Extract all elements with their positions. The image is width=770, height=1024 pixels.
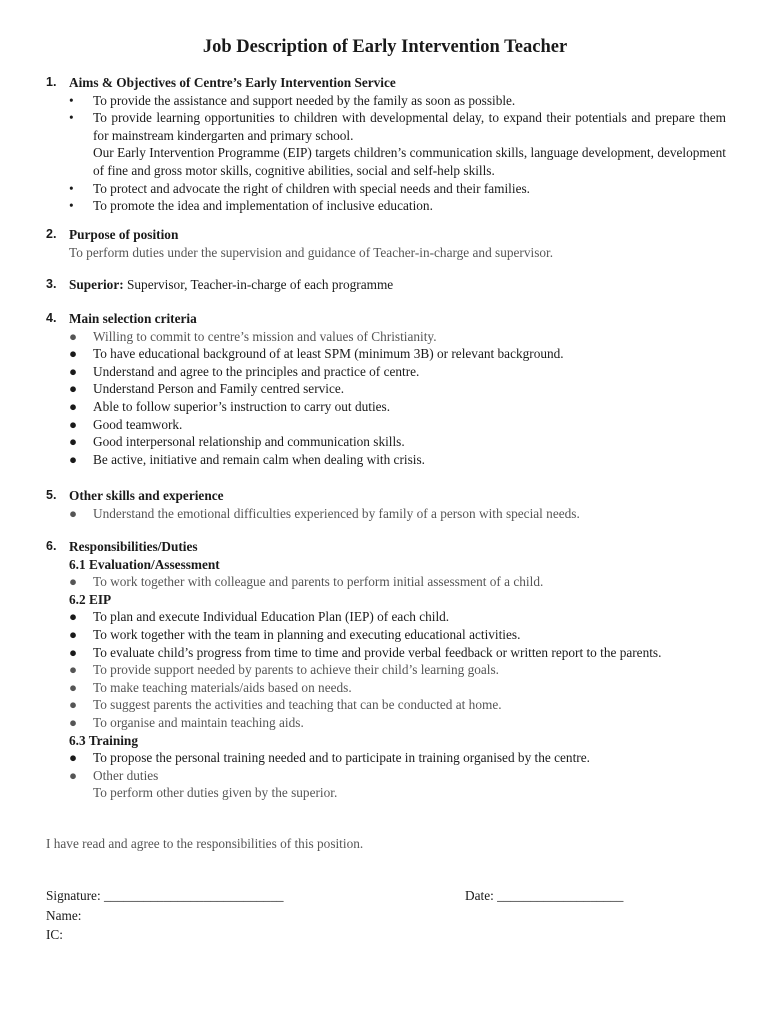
list-item: ● Understand Person and Family centred service. <box>69 381 345 397</box>
list-item: ● To suggest parents the activities and teaching that can be conducted at home. <box>69 697 502 713</box>
list-item: • To provide the assistance and support needed by the family as soon as possible. <box>69 92 516 108</box>
criteria-list <box>46 328 726 469</box>
eip-list <box>46 608 726 731</box>
subsection-heading: 6.3 Training <box>69 732 138 748</box>
section-responsibilities <box>46 538 726 802</box>
list-item: ● To make teaching materials/aids based on needs. <box>69 679 352 695</box>
subsection-heading: 6.2 EIP <box>69 591 112 607</box>
list-item: ● To work together with the team in planning and executing educational activities. <box>69 626 521 642</box>
section-purpose <box>46 226 726 261</box>
training-list <box>46 749 726 802</box>
section-selection-criteria <box>46 310 726 468</box>
section-aims <box>46 74 726 215</box>
list-item: • To protect and advocate the right of children with special needs and their families. <box>69 180 530 196</box>
subsection-heading: 6.1 Evaluation/Assessment <box>69 556 220 572</box>
section-text: Supervisor, Teacher-in-charge of each programme <box>127 277 394 292</box>
list-item: ● To evaluate child’s progress from time to time and provide verbal feedback or written report to the parents. <box>69 644 662 660</box>
ic-field: IC: <box>46 927 63 942</box>
list-item: ● To organise and maintain teaching aids. <box>69 714 304 730</box>
date-field: Date: ___________________ <box>465 888 624 903</box>
section-superior <box>46 276 726 294</box>
page-title: Job Description of Early Intervention Teacher <box>202 37 568 57</box>
list-item: ● To have educational background of at least SPM (minimum 3B) or relevant background. <box>69 346 564 362</box>
list-item: ● To work together with colleague and parents to perform initial assessment of a child. <box>69 574 544 590</box>
list-item: ● Able to follow superior’s instruction to carry out duties. <box>69 398 391 414</box>
list-item: ● Other duties <box>69 767 159 783</box>
section-heading: Other skills and experience <box>69 488 224 503</box>
section-heading: Aims & Objectives of Centre’s Early Intervention Service <box>69 75 396 90</box>
section-number: 1. <box>46 75 57 89</box>
list-item: • To provide learning opportunities to children with developmental delay, to expand their potentials and prepare them for mainstream kindergarten and primary school. <box>69 110 726 143</box>
list-item: ● Good interpersonal relationship and communication skills. <box>69 434 405 450</box>
section-text: To perform duties under the supervision and guidance of Teacher-in-charge and supervisor. <box>69 244 554 260</box>
signature-field: Signature: ___________________________ <box>46 888 284 903</box>
list-item: ● Understand the emotional difficulties experienced by family of a person with special needs. <box>69 505 580 521</box>
skills-list <box>46 505 726 523</box>
aims-list <box>46 92 726 215</box>
name-field: Name: <box>46 908 82 923</box>
list-note: To perform other duties given by the superior. <box>93 785 338 801</box>
section-number: 2. <box>46 227 57 241</box>
section-number: 5. <box>46 488 57 502</box>
section-number: 6. <box>46 539 57 553</box>
agreement-text: I have read and agree to the responsibilities of this position. <box>46 836 364 851</box>
list-item: ● Good teamwork. <box>69 416 183 432</box>
section-heading: Responsibilities/Duties <box>69 539 198 554</box>
list-item: ● To plan and execute Individual Education Plan (IEP) of each child. <box>69 609 450 625</box>
section-other-skills <box>46 487 726 522</box>
list-item: ● Willing to commit to centre’s mission and values of Christianity. <box>69 328 437 344</box>
section-heading: Main selection criteria <box>69 311 197 326</box>
list-item: ● Be active, initiative and remain calm when dealing with crisis. <box>69 451 425 467</box>
section-number: 3. <box>46 277 57 291</box>
list-item: ● To propose the personal training needed and to participate in training organised by the centre. <box>69 750 590 766</box>
evaluation-list <box>46 573 726 591</box>
list-note: Our Early Intervention Programme (EIP) targets children’s communication skills, language development, development of fine and gross motor skills, cognitive abilities, social and self-help skills. <box>93 145 726 178</box>
section-heading: Purpose of position <box>69 227 179 242</box>
section-heading: Superior: <box>69 277 124 292</box>
list-item: ● To provide support needed by parents to achieve their child’s learning goals. <box>69 662 499 678</box>
list-item: ● Understand and agree to the principles and practice of centre. <box>69 363 420 379</box>
section-number: 4. <box>46 311 57 325</box>
list-item: • To promote the idea and implementation of inclusive education. <box>69 198 433 214</box>
